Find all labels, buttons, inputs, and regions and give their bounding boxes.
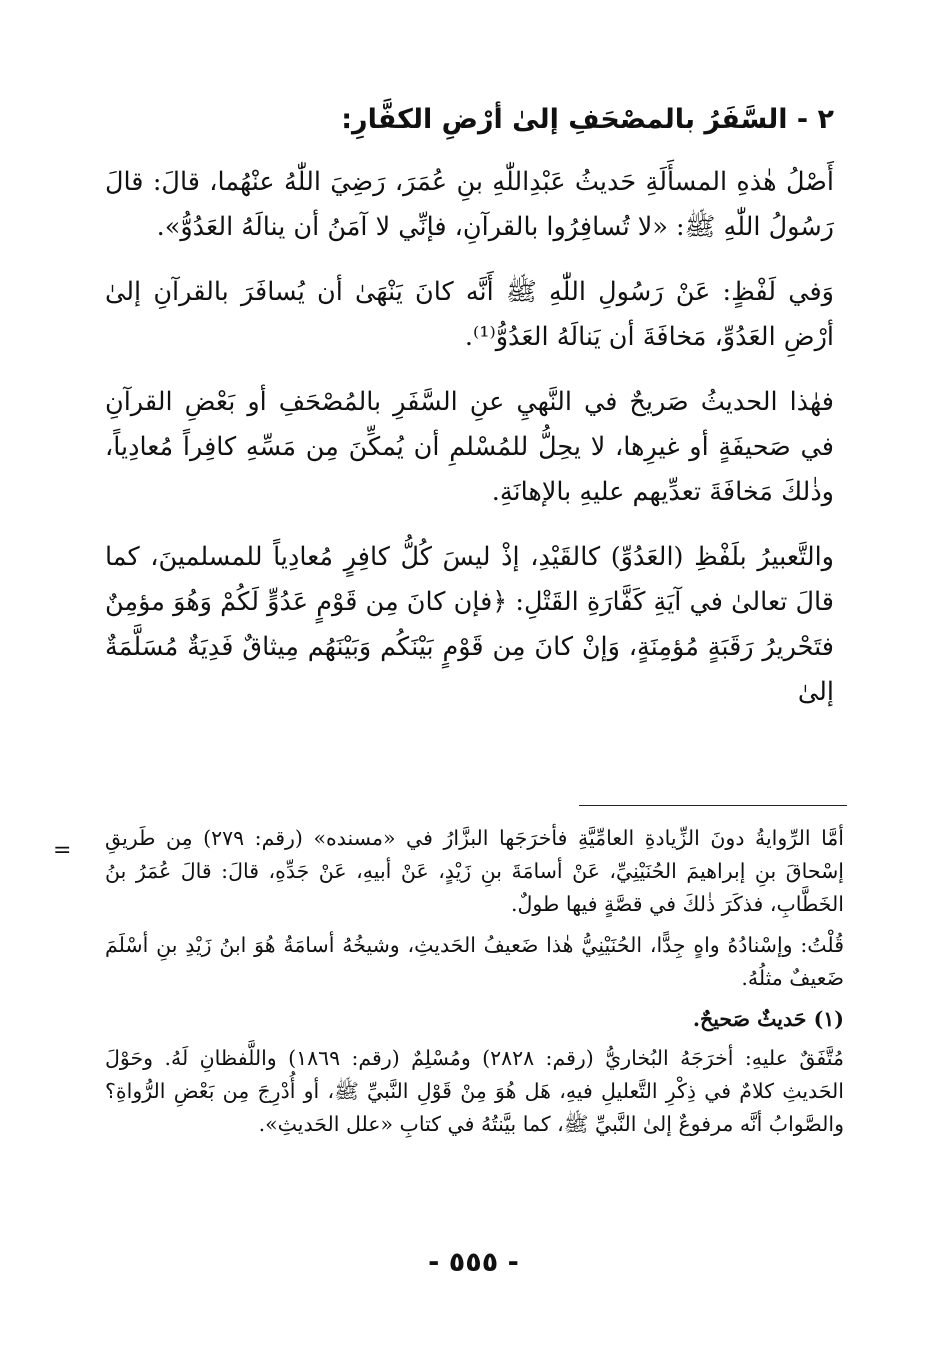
footnote-divider bbox=[579, 805, 847, 806]
footnote-continuation-marker: = bbox=[53, 838, 72, 863]
footnote-continuation: أمَّا الرِّوايةُ دونَ الزِّيادةِ العامِّيَّةِ فأخرَجَها البزَّارُ في «مسنده» (رقم: ٢٧٩) مِن طَريقِ إسْحاقَ بنِ إبراهيمَ الحُنَيْنِيِّ، عَنْ أسامَةَ بنِ زَيْدٍ، عَنْ أبيهِ، عَنْ جَدِّهِ، قالَ: قالَ عُمَرُ بنُ الخَطَّابِ، فذكَرَ ذٰلكَ في قصَّةٍ فيها طولٌ. bbox=[105, 826, 844, 916]
section-heading: ٢ - السَّفَرُ بالمصْحَفِ إلىٰ أرْضِ الكفَّارِ: bbox=[341, 104, 834, 135]
paragraph-ruling: فهٰذا الحديثُ صَريحٌ في النَّهيِ عنِ السَّفَرِ بالمُصْحَفِ أو بَعْضِ القرآنِ في صَحيفَةٍ أو غيرِها، لا يحِلُّ للمُسْلمِ أن يُمكِّنَ مِن مَسِّهِ كافِراً مُعادِياً، وذٰلكَ مَخافَةَ تعدِّيهم عليهِ بالإهانَةِ. bbox=[105, 387, 834, 507]
paragraph-hadith-origin: أَصْلُ هٰذهِ المسأَلَةِ حَديثُ عَبْدِاللّٰهِ بنِ عُمَرَ، رَضِيَ اللّٰهُ عنْهُما، قالَ: قالَ رَسُولُ اللّٰهِ ﷺ: «لا تُسافِرُوا بالقرآنِ، فإنِّي لا آمَنُ أن ينالَهُ العَدُوُّ». bbox=[105, 167, 834, 242]
footnote-1-title: (١) حَديثٌ صَحيحٌ. bbox=[692, 1007, 844, 1031]
footnote-note: قُلْتُ: وإسْنادُهُ واهٍ جِدًّا، الحُنَيْنِيُّ هٰذا ضَعيفُ الحَديثِ، وشيخُهُ أسامَةُ هُوَ ابنُ زَيْدِ بنِ أسْلَمَ ضَعيفٌ مثلُهُ. bbox=[105, 933, 844, 990]
page-number: - ٥٥٥ - bbox=[428, 1247, 519, 1278]
paragraph-qualification: والتَّعبيرُ بلَفْظِ (العَدُوِّ) كالقَيْدِ، إذْ ليسَ كُلُّ كافِرٍ مُعادِياً للمسلمينَ، كما قالَ تعالىٰ في آيَةِ كَفَّارَةِ القَتْلِ: ﴿فإن كانَ مِن قَوْمٍ عَدُوٍّ لَكُمْ وَهُوَ مؤمِنٌ فتَحْريرُ رَقَبَةٍ مُؤمِنَةٍ، وَإنْ كانَ مِن قَوْمٍ بَيْنَكُم وَبَيْنَهُم مِيثاقٌ فَدِيَةٌ مُسَلَّمَةٌ إلىٰ bbox=[105, 542, 834, 707]
main-text bbox=[105, 100, 834, 715]
footnote-1-body: مُتَّفَقٌ عليهِ: أخرَجَهُ البُخاريُّ (رقم: ٢٨٢٨) ومُسْلِمٌ (رقم: ١٨٦٩) واللَّفظانِ لَهُ. وحَوْلَ الحَديثِ كلامٌ في ذِكْرِ التَّعليلِ فيهِ، هَل هُوَ مِنْ قَوْلِ النَّبيِّ ﷺ، أو أُدْرِجَ مِن بَعْضِ الرُّواةِ؟ والصَّوابُ أنَّه مرفوعٌ إلىٰ النَّبيِّ ﷺ، كما بيَّنتُهُ في كتابِ «علل الحَديثِ». bbox=[105, 1046, 844, 1136]
footnotes bbox=[53, 822, 844, 1149]
paragraph-hadith-variant: وَفي لَفْظٍ: عَنْ رَسُولِ اللّٰهِ ﷺ أَنَّه كانَ يَنْهَىٰ أن يُسافَرَ بالقرآنِ إلىٰ أرْضِ العَدُوِّ، مَخافَةَ أن يَنالَهُ العَدُوُّ⁽¹⁾. bbox=[105, 277, 834, 352]
